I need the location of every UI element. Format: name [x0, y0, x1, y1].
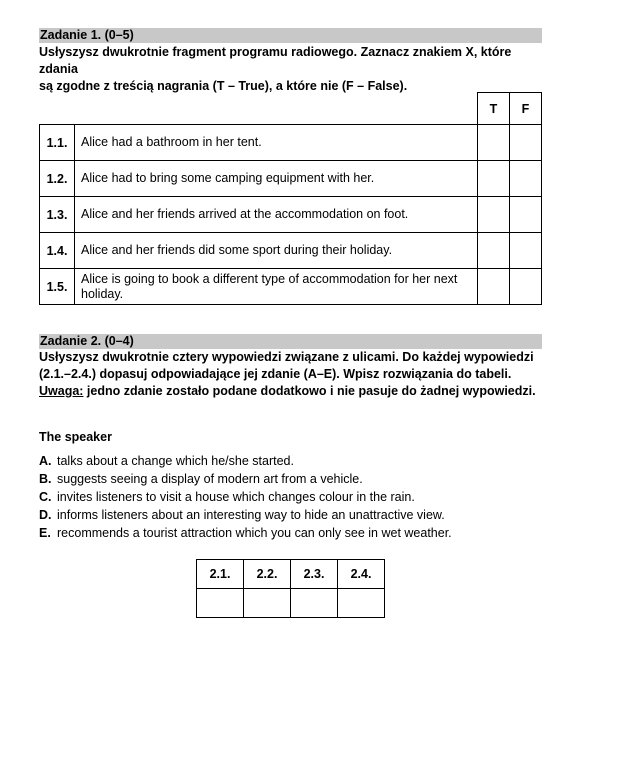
answer-header: 2.3.: [291, 560, 338, 589]
option-letter: E.: [39, 526, 51, 540]
task1-instruction: [39, 44, 542, 95]
list-item: [39, 506, 452, 524]
answer-table: [196, 559, 385, 618]
table-row: [40, 125, 542, 161]
task1-title: Zadanie 1. (0–5): [40, 28, 134, 42]
note-text: jedno zdanie zostało podane dodatkowo i nie pasuje do żadnej wypowiedzi.: [83, 384, 536, 398]
answer-box-f[interactable]: [510, 125, 542, 161]
option-text: recommends a tourist attraction which you can only see in wet weather.: [57, 526, 452, 540]
row-number: 1.1.: [40, 125, 75, 161]
row-number: 1.2.: [40, 161, 75, 197]
list-item: [39, 524, 452, 542]
task2-header: [39, 334, 542, 349]
answer-box-t[interactable]: [478, 269, 510, 305]
option-letter: A.: [39, 454, 52, 468]
row-number: 1.3.: [40, 197, 75, 233]
table-blank-header: [40, 93, 478, 125]
table-row: [40, 233, 542, 269]
task2-instruction-line1: Usłyszysz dwukrotnie cztery wypowiedzi związane z ulicami. Do każdej wypowiedzi: [39, 350, 534, 364]
list-item: [39, 488, 452, 506]
row-statement: Alice and her friends did some sport during their holiday.: [75, 233, 478, 269]
option-letter: D.: [39, 508, 52, 522]
list-item: [39, 470, 452, 488]
column-header-t: T: [478, 93, 510, 125]
answer-cell[interactable]: [197, 589, 244, 618]
option-letter: C.: [39, 490, 52, 504]
answer-header: 2.1.: [197, 560, 244, 589]
row-number: 1.4.: [40, 233, 75, 269]
answer-header: 2.2.: [244, 560, 291, 589]
answer-header: 2.4.: [338, 560, 385, 589]
option-letter: B.: [39, 472, 52, 486]
note-label: Uwaga:: [39, 384, 84, 398]
list-item: [39, 452, 452, 470]
table-row: [40, 197, 542, 233]
row-statement: Alice is going to book a different type of accommodation for her next holiday.: [75, 269, 478, 305]
task1-instruction-line2: są zgodne z treścią nagrania (T – True), a które nie (F – False).: [39, 79, 408, 93]
answer-box-f[interactable]: [510, 269, 542, 305]
task1-header: [39, 28, 542, 43]
answer-box-t[interactable]: [478, 125, 510, 161]
answer-box-t[interactable]: [478, 197, 510, 233]
row-statement: Alice and her friends arrived at the accommodation on foot.: [75, 197, 478, 233]
answer-box-f[interactable]: [510, 197, 542, 233]
task2-title: Zadanie 2. (0–4): [40, 334, 134, 348]
answer-cell[interactable]: [338, 589, 385, 618]
answer-box-t[interactable]: [478, 161, 510, 197]
row-statement: Alice had a bathroom in her tent.: [75, 125, 478, 161]
table-row: [40, 269, 542, 305]
table-row: [40, 161, 542, 197]
speaker-title: The speaker: [39, 430, 112, 444]
task2-instruction-line2: (2.1.–2.4.) dopasuj odpowiadające jej zdanie (A–E). Wpisz rozwiązania do tabeli.: [39, 367, 512, 381]
answer-cell[interactable]: [244, 589, 291, 618]
option-text: suggests seeing a display of modern art from a vehicle.: [57, 472, 363, 486]
true-false-table: [39, 92, 542, 305]
row-number: 1.5.: [40, 269, 75, 305]
answer-box-f[interactable]: [510, 161, 542, 197]
task1-instruction-line1: Usłyszysz dwukrotnie fragment programu radiowego. Zaznacz znakiem X, które zdania: [39, 45, 512, 76]
options-list: [39, 452, 452, 542]
answer-cell[interactable]: [291, 589, 338, 618]
task2-instruction: [39, 349, 542, 400]
row-statement: Alice had to bring some camping equipment with her.: [75, 161, 478, 197]
option-text: informs listeners about an interesting way to hide an unattractive view.: [57, 508, 445, 522]
option-text: invites listeners to visit a house which changes colour in the rain.: [57, 490, 415, 504]
answer-box-t[interactable]: [478, 233, 510, 269]
option-text: talks about a change which he/she started.: [57, 454, 294, 468]
answer-box-f[interactable]: [510, 233, 542, 269]
column-header-f: F: [510, 93, 542, 125]
task2-note: [39, 383, 542, 400]
